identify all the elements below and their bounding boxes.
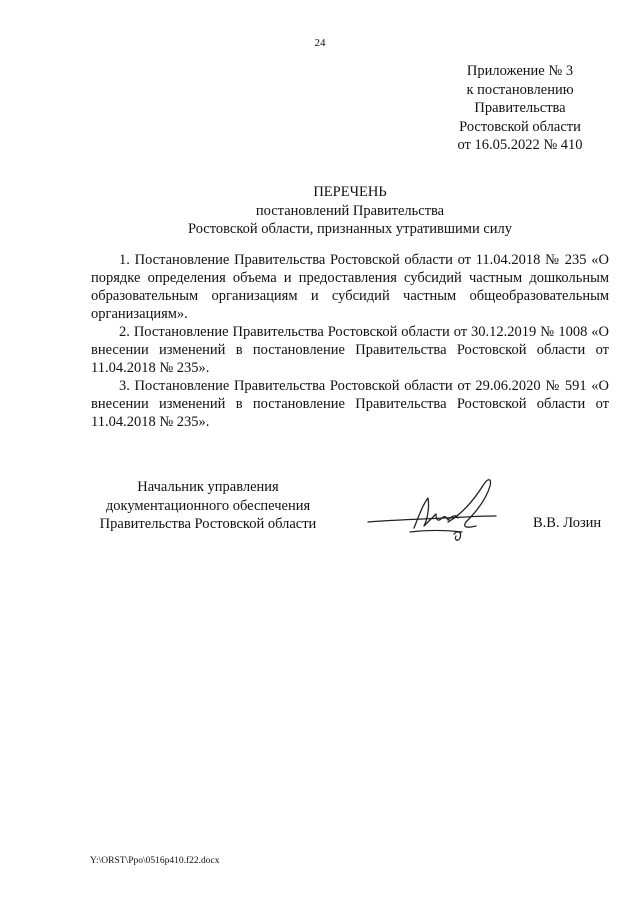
appendix-line: Правительства <box>474 100 566 116</box>
heading-subtitle: Ростовской области, признанных утратившими силу <box>187 221 513 237</box>
signer-position-line: Начальник управления <box>137 479 279 495</box>
appendix-block <box>430 62 610 155</box>
heading-title: ПЕРЕЧЕНЬ <box>313 184 387 200</box>
signer-position-line: документационного обеспечения <box>105 497 311 514</box>
appendix-line: от 16.05.2022 № 410 <box>457 137 583 153</box>
signer-name: В.В. Лозин <box>533 515 602 531</box>
list-item: 1. Постановление Правительства Ростовской области от 11.04.2018 № 235 «О порядке определения объема и предоставления субсидий частным дошкольным образовательным организациям и субсидий частным общеобразовательным организациям». <box>91 252 609 322</box>
document-heading <box>0 183 640 239</box>
handwritten-signature <box>366 470 504 550</box>
file-path: Y:\ORST\Ppo\0516p410.f22.docx <box>90 856 220 866</box>
heading-subtitle: постановлений Правительства <box>255 202 445 219</box>
signer-position <box>88 478 328 534</box>
signer-position-line: Правительства Ростовской области <box>99 516 317 532</box>
page-number: 24 <box>314 37 326 49</box>
appendix-line: Ростовской области <box>459 118 581 135</box>
appendix-line: Приложение № 3 <box>466 63 574 79</box>
list-item: 3. Постановление Правительства Ростовской области от 29.06.2020 № 591 «О внесении изменений в постановление Правительства Ростовской области от 11.04.2018 № 235». <box>91 378 609 430</box>
list-item: 2. Постановление Правительства Ростовской области от 30.12.2019 № 1008 «О внесении изменений в постановление Правительства Ростовской области от 11.04.2018 № 235». <box>91 324 609 376</box>
repealed-acts-list <box>91 251 609 431</box>
appendix-line: к постановлению <box>466 81 574 98</box>
